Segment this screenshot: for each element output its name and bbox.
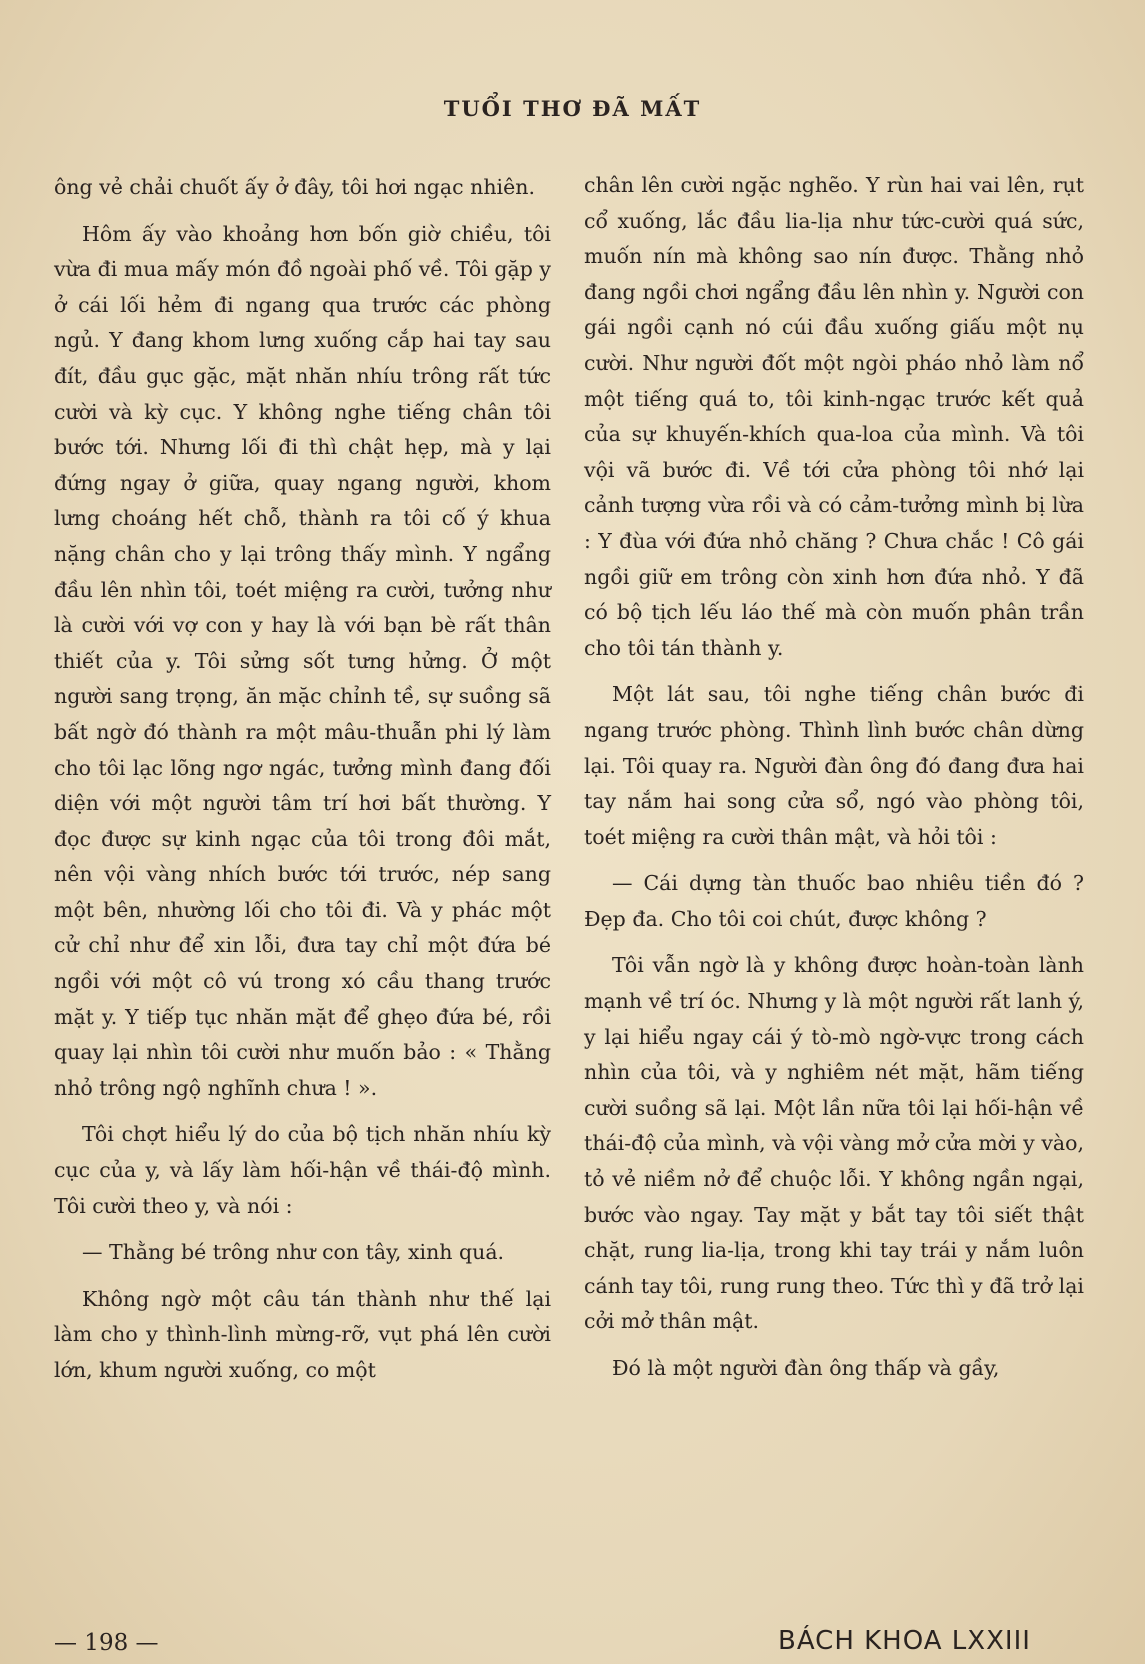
paragraph: Tôi chợt hiểu lý do của bộ tịch nhăn nhíu kỳ cục của y, và lấy làm hối-hận về thái-độ mình. Tôi cười theo y, và nói : [54,1122,551,1218]
magazine-name: BÁCH KHOA LXXIII [778,1626,1031,1656]
paragraph: Không ngờ một câu tán thành như thế lại làm cho y thình-lình mừng-rỡ, vụt phá lên cười lớn, khum người xuống, co một [54,1286,551,1382]
paragraph: Tôi vẫn ngờ là y không được hoàn-toàn lành mạnh về trí óc. Nhưng y là một người rất lanh ý, y lại hiểu ngay cái ý tò-mò ngờ-vực trong cách nhìn của tôi, và y nghiêm nét mặt, hãm tiếng cười suồng sã lại. Một lần nữa tôi lại hối-hận về thái-độ của mình, và vội vàng mở cửa mời y vào, tỏ vẻ niềm nở để chuộc lỗi. Y không ngần ngại, bước vào ngay. Tay mặt y bắt tay tôi siết thật chặt, rung lia-lịa, trong khi tay trái y nắm luôn cánh tay tôi, rung rung theo. Tức thì y đã trở lại cởi mở thân mật. [584,953,1084,1334]
paragraph: ông vẻ chải chuốt ấy ở đây, tôi hơi ngạc nhiên. [54,175,535,199]
right-column [584,168,1084,1398]
paragraph: Đó là một người đàn ông thấp và gầy, [612,1356,1000,1380]
page-number: — 198 — [54,1630,159,1656]
paragraph: Hôm ấy vào khoảng hơn bốn giờ chiều, tôi vừa đi mua mấy món đồ ngoài phố về. Tôi gặp y ở cái lối hẻm đi ngang qua trước các phòng ngủ. Y đang khom lưng xuống cắp hai tay sau đít, đầu gục gặc, mặt nhăn nhíu trông rất tức cười và kỳ cục. Y không nghe tiếng chân tôi bước tới. Nhưng lối đi thì chật hẹp, mà y lại đứng ngay ở giữa, quay ngang người, khom lưng choáng hết chỗ, thành ra tôi cố ý khua nặng chân cho y lại trông thấy mình. Y ngẩng đầu lên nhìn tôi, toét miệng ra cười, tưởng như là cười với vợ con y hay là với bạn bè rất thân thiết của y. Tôi sửng sốt tưng hửng. Ở một người sang trọng, ăn mặc chỉnh tề, sự suồng sã bất ngờ đó thành ra một mâu-thuẫn phi lý làm cho tôi lạc lõng ngơ ngác, tưởng mình đang đối diện với một người tâm trí hơi bất thường. Y đọc được sự kinh ngạc của tôi trong đôi mắt, nên vội vàng nhích bước tới trước, nép sang một bên, nhường lối cho tôi đi. Và y phác một cử chỉ như để xin lỗi, đưa tay chỉ một đứa bé ngồi với một cô vú trong xó cầu thang trước mặt y. Y tiếp tục nhăn mặt để ghẹo đứa bé, rồi quay lại nhìn tôi cười như muốn bảo : « Thằng nhỏ trông ngộ nghĩnh chưa ! ». [54,221,551,1100]
dialogue-line: — Thằng bé trông như con tây, xinh quá. [82,1240,505,1265]
running-title: TUỔI THƠ ĐÃ MẤT [443,96,702,121]
paragraph: Một lát sau, tôi nghe tiếng chân bước đi ngang trước phòng. Thình lình bước chân dừng lại. Tôi quay ra. Người đàn ông đó đang đưa hai tay nắm hai song cửa sổ, ngó vào phòng tôi, toét miệng ra cười thân mật, và hỏi tôi : [584,682,1084,849]
dialogue-line: — Cái dựng tàn thuốc bao nhiêu tiền đó ? Đẹp đa. Cho tôi coi chút, được không ? [584,871,1084,931]
paragraph: chân lên cười ngặc nghẽo. Y rùn hai vai lên, rụt cổ xuống, lắc đầu lia-lịa như tức-cười quá sức, muốn nín mà không sao nín được. Thằng nhỏ đang ngồi chơi ngẩng đầu lên nhìn y. Người con gái ngồi cạnh nó cúi đầu xuống giấu một nụ cười. Như người đốt một ngòi pháo nhỏ làm nổ một tiếng quá to, tôi kinh-ngạc trước kết quả của sự khuyến-khích qua-loa của mình. Và tôi vội vã bước đi. Về tới cửa phòng tôi nhớ lại cảnh tượng vừa rồi và có cảm-tưởng mình bị lừa : Y đùa với đứa nhỏ chăng ? Chưa chắc ! Cô gái ngồi giữ em trông còn xinh hơn đứa nhỏ. Y đã có bộ tịch lếu láo thế mà còn muốn phân trần cho tôi tán thành y. [584,173,1084,660]
left-column [54,170,551,1400]
